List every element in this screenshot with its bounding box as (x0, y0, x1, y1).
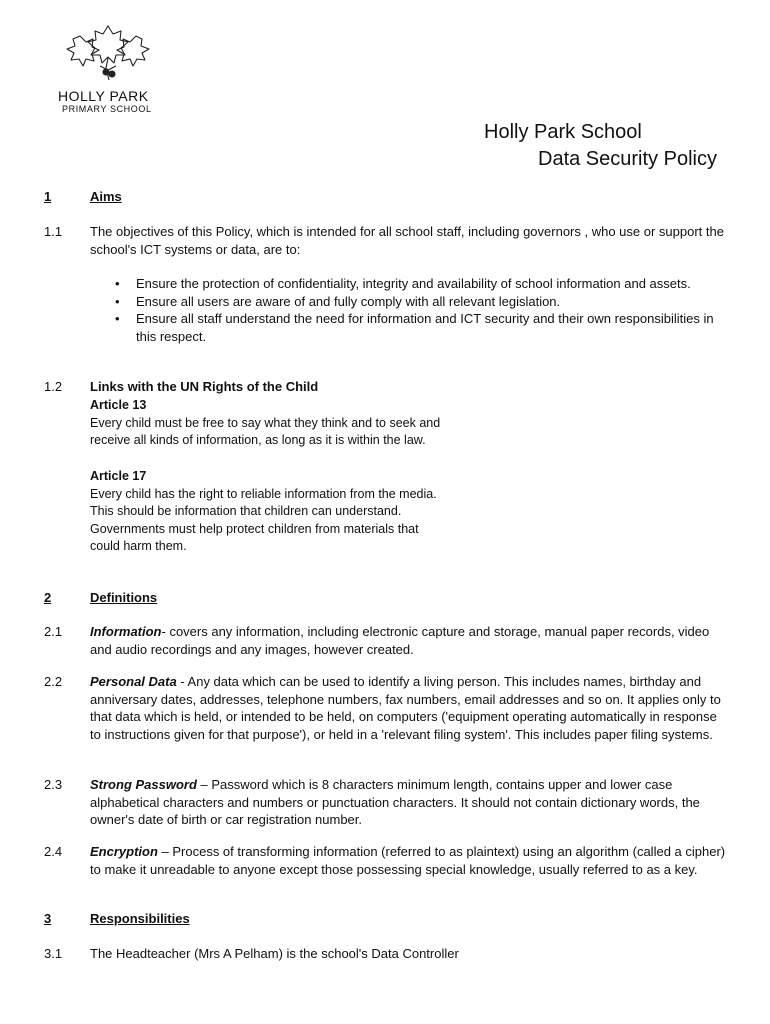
list-item: • Ensure all users are aware of and fully comply with all relevant legislation. (115, 293, 715, 311)
section-number: 1.1 (44, 224, 63, 239)
definition (90, 776, 726, 829)
article-line: Every child must be free to say what they think and to seek and (90, 415, 441, 430)
subsection-heading: Links with the UN Rights of the Child (90, 379, 319, 394)
logo-subtitle: PRIMARY SCHOOL (62, 104, 152, 114)
document-title-school: Holly Park School (484, 121, 642, 143)
holly-leaves-icon (60, 22, 156, 84)
list-item: • Ensure the protection of confidentiality, integrity and availability of school information and assets. (115, 275, 715, 293)
article-line: receive all kinds of information, as long as it is within the law. (90, 433, 426, 447)
paragraph: The objectives of this Policy, which is intended for all school staff, including governors , who use or support the school's ICT systems or data, are to: (90, 224, 724, 257)
section-number: 3.1 (44, 946, 63, 961)
section-number: 3 (44, 911, 52, 926)
definition-text: - covers any information, including electronic capture and storage, manual paper records, video and audio recordings and any images, however created. (90, 624, 710, 657)
article-title: Article 17 (90, 469, 147, 483)
definition-text: – Process of transforming information (referred to as plaintext) using an algorithm (called a cipher) to make it unreadable to anyone except those possessing special knowledge, usually referred to as a key. (90, 844, 726, 877)
article-line: could harm them. (90, 539, 187, 553)
definition (90, 673, 726, 743)
section-number: 2.1 (44, 624, 63, 639)
section-number: 1.2 (44, 379, 63, 394)
section-heading: Definitions (90, 590, 158, 605)
document-title-policy: Data Security Policy (538, 148, 717, 170)
list-item: • Ensure all staff understand the need for information and ICT security and their own responsibilities in this respect. (115, 310, 715, 345)
article-title: Article 13 (90, 398, 147, 412)
logo-name: HOLLY PARK (58, 88, 149, 104)
paragraph: The Headteacher (Mrs A Pelham) is the school's Data Controller (90, 946, 459, 961)
definition-term: Strong Password (90, 777, 197, 792)
section-number: 2.3 (44, 777, 63, 792)
section-heading: Responsibilities (90, 911, 190, 926)
section-number: 2 (44, 590, 52, 605)
definition (90, 623, 726, 658)
article-line: This should be information that children can understand. (90, 504, 402, 518)
section-number: 1 (44, 189, 52, 204)
section-heading: Aims (90, 189, 122, 204)
section-number: 2.4 (44, 844, 63, 859)
definition-text: – Password which is 8 characters minimum length, contains upper and lower case alphabetical characters and numbers or punctuation characters. It should not contain dictionary words, the owner's date of birth or car registration number. (90, 777, 700, 827)
definition-term: Information (90, 624, 162, 639)
definition-term: Personal Data (90, 674, 177, 689)
definition (90, 843, 726, 878)
school-logo (48, 22, 168, 114)
definition-text: - Any data which can be used to identify a living person. This includes names, birthday and anniversary dates, addresses, telephone numbers, fax numbers, email addresses and so on. It applies only to that data which is held, or intended to be held, on computers ('equipment operating automatically in response to instructions given for that purpose'), or held in a 'relevant filing system'. This includes paper filing systems. (90, 674, 721, 742)
section-number: 2.2 (44, 674, 63, 689)
definition-term: Encryption (90, 844, 158, 859)
article-line: Governments must help protect children from materials that (90, 521, 419, 536)
article-line: Every child has the right to reliable information from the media. (90, 486, 437, 501)
